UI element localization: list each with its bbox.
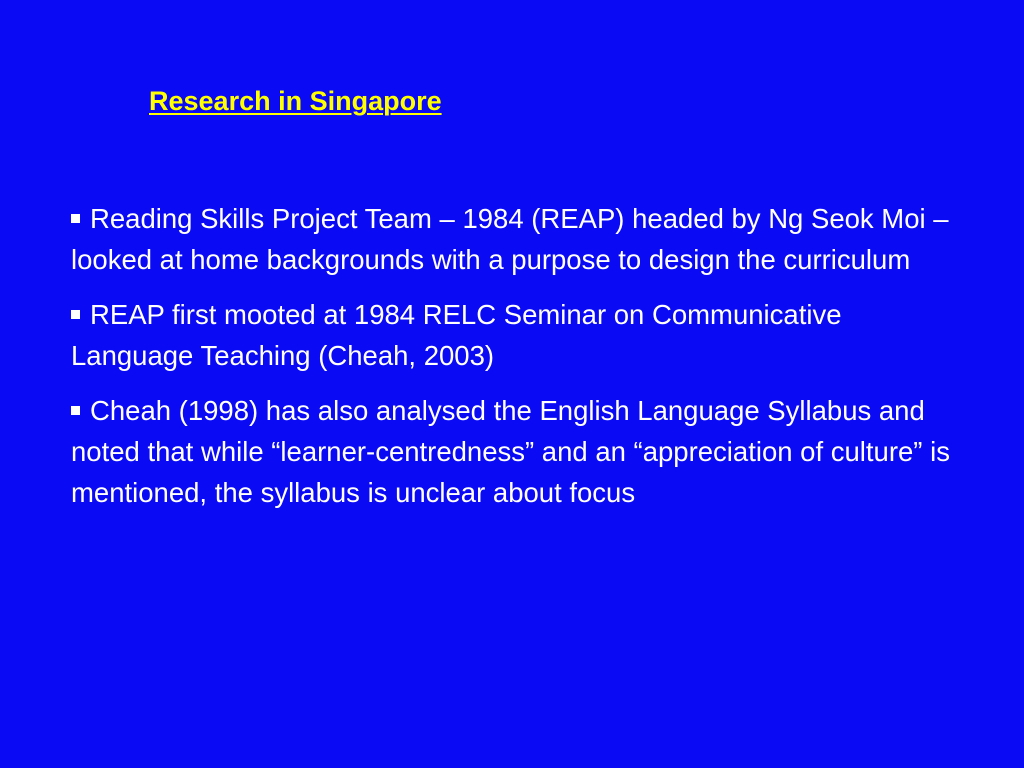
bullet-item <box>71 294 951 376</box>
bullet-text: REAP first mooted at 1984 RELC Seminar on Communicative Language Teaching (Cheah, 2003) <box>71 299 842 371</box>
bullet-list <box>71 198 951 527</box>
bullet-item <box>71 198 951 280</box>
bullet-item <box>71 390 951 513</box>
bullet-text: Cheah (1998) has also analysed the English Language Syllabus and noted that while “learner-centredness” and an “appreciation of culture” is mentioned, the syllabus is unclear about focus <box>71 395 950 508</box>
square-bullet-icon <box>71 406 80 415</box>
slide-title: Research in Singapore <box>149 86 442 116</box>
square-bullet-icon <box>71 310 80 319</box>
square-bullet-icon <box>71 214 80 223</box>
bullet-text: Reading Skills Project Team – 1984 (REAP) headed by Ng Seok Moi – looked at home backgrounds with a purpose to design the curriculum <box>71 203 949 275</box>
